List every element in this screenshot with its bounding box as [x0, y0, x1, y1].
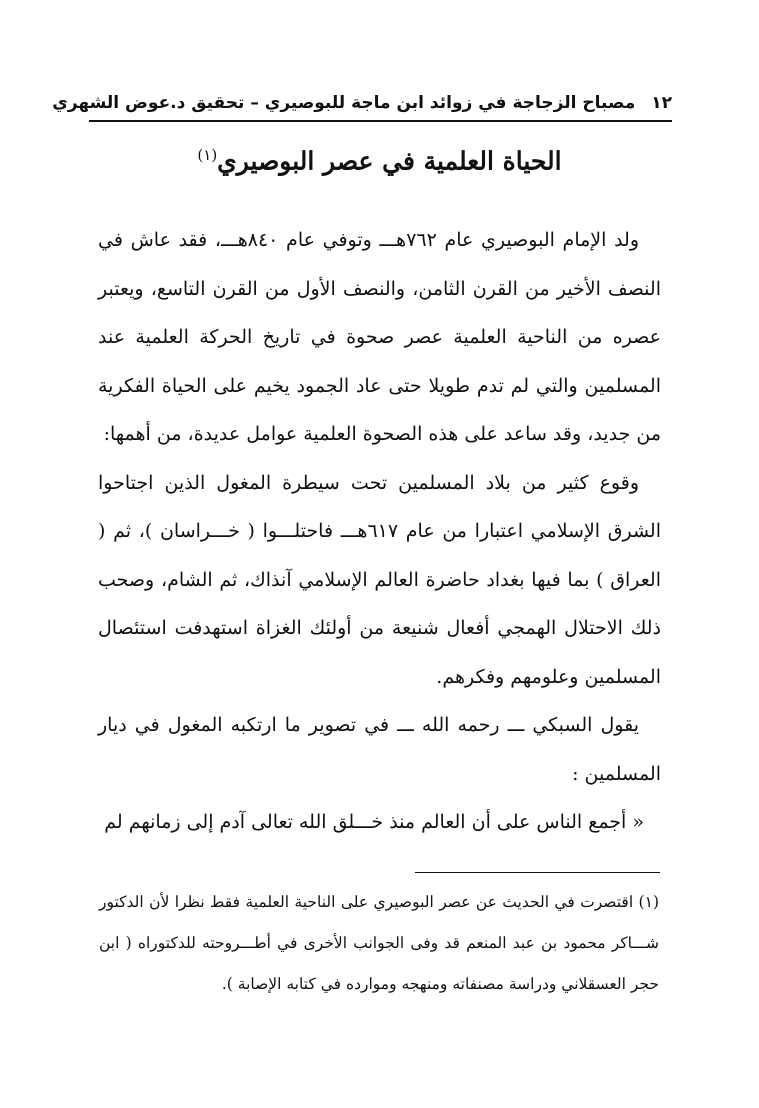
chapter-title-text: الحياة العلمية في عصر البوصيري [217, 146, 562, 176]
footnote-text: (١) اقتصرت في الحديث عن عصر البوصيري على الناحية العلمية فقط نظرا لأن الدكتور شـــاكر محمود بن عبد المنعم قد وفى الجوانب الأخرى في أطـــروحته للدكتوراه ( ابن حجر العسقلاني ودراسة مصنفاته ومنهجه وموارده في كتابه الإصابة ). [99, 893, 659, 993]
paragraph: يقول السبكي ـــ رحمه الله ـــ في تصوير ما ارتكبه المغول في ديار المسلمين : [98, 714, 661, 785]
footnote-divider [415, 872, 660, 873]
chapter-title [0, 130, 759, 186]
paragraph: وقوع كثير من بلاد المسلمين تحت سيطرة المغول الذين اجتاحوا الشرق الإسلامي اعتبارا من عام ٦١٧هـــ فاحتلـــوا ( خـــراسان )، ثم ( العراق ) بما فيها بغداد حاضرة العالم الإسلامي آنذاك، ثم الشام، وصحب ذلك الاحتلال الهمجي أفعال شنيعة من أولئك الغزاة استهدفت استئصال المسلمين وعلومهم وفكرهم. [98, 471, 661, 688]
footnote-marker: (١) [197, 146, 218, 164]
quotation: « أجمع الناس على أن العالم منذ خـــلق الله تعالى آدم إلى زمانهم لم [104, 811, 644, 833]
footnote [99, 882, 659, 1005]
paragraph: ولد الإمام البوصيري عام ٧٦٢هـــ وتوفي عام ٨٤٠هـــ، فقد عاش في النصف الأخير من القرن الثامن، والنصف الأول من القرن التاسع، ويعتبر عصره من الناحية العلمية عصر صحوة في تاريخ الحركة العلمية عند المسلمين والتي لم تدم طويلا حتى عاد الجمود يخيم على الحياة الفكرية من جديد، وقد ساعد على هذه الصحوة العلمية عوامل عديدة، من أهمها: [98, 229, 661, 445]
page-number: ١٢ [651, 93, 672, 113]
running-title: مصباح الزجاجة في زوائد ابن ماجة للبوصيري – تحقيق د.عوض الشهري [52, 93, 636, 113]
running-header [52, 88, 672, 122]
body-text [98, 216, 661, 798]
